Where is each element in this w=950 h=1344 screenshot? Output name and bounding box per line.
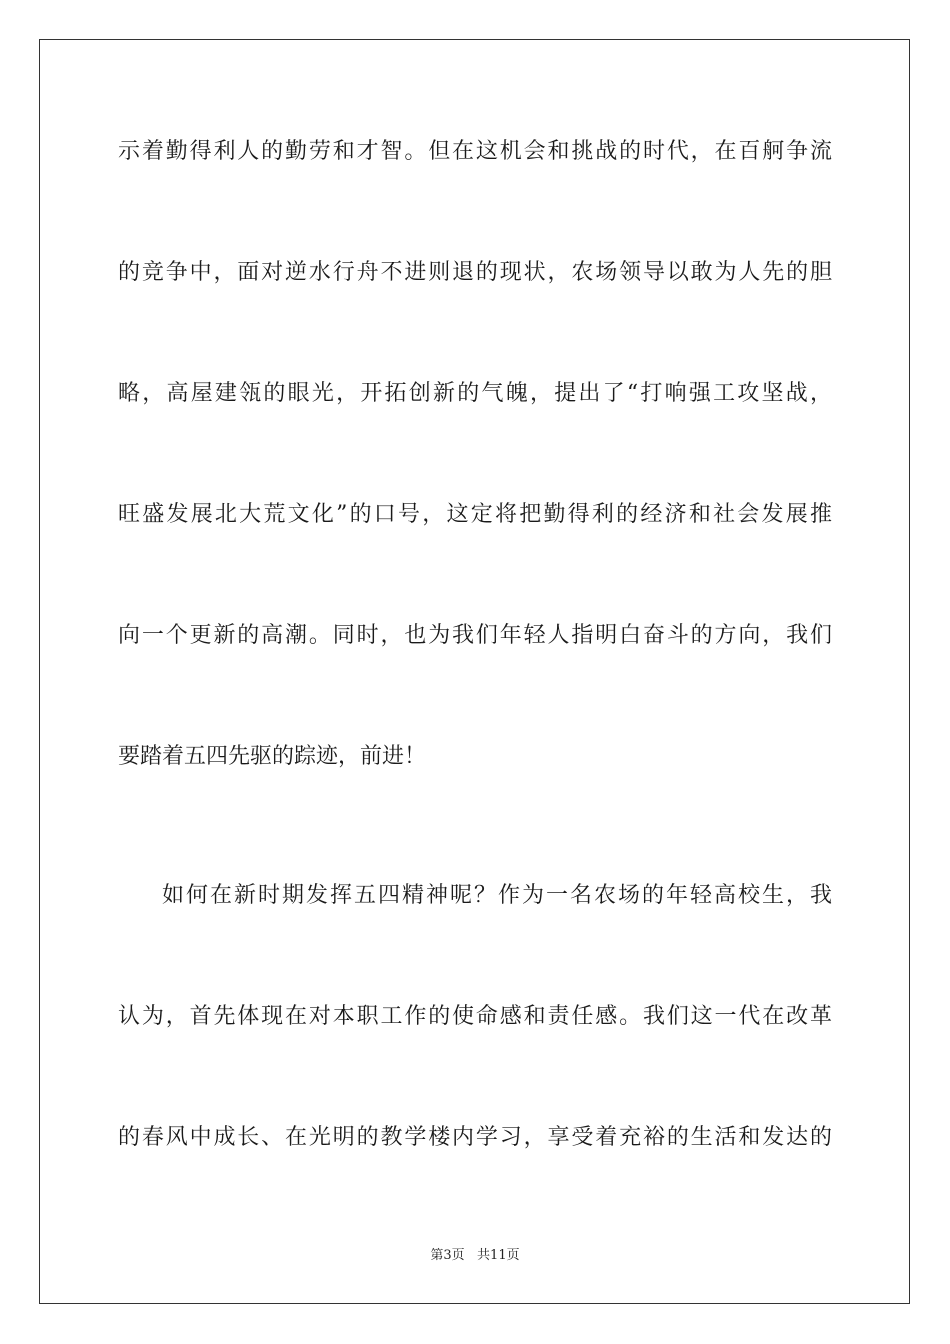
text-line: 略，高屋建瓴的眼光，开拓创新的气魄，提出了“打响强工攻坚战， <box>118 381 832 406</box>
text-line: 向一个更新的高潮。同时，也为我们年轻人指明白奋斗的方向，我们 <box>118 623 832 648</box>
text-line: 要踏着五四先驱的踪迹，前进！ <box>118 744 427 769</box>
text-line: 旺盛发展北大荒文化”的口号，这定将把勤得利的经济和社会发展推 <box>118 502 832 527</box>
text-line: 认为，首先体现在对本职工作的使命感和责任感。我们这一代在改革 <box>118 1004 832 1029</box>
text-line: 示着勤得利人的勤劳和才智。但在这机会和挑战的时代，在百舸争流 <box>118 139 832 164</box>
page-frame <box>39 39 910 1304</box>
page-number-footer: 第3页 共11页 <box>430 1248 520 1263</box>
text-line: 的竞争中，面对逆水行舟不进则退的现状，农场领导以敢为人先的胆 <box>118 260 832 285</box>
paragraph-first-line: 如何在新时期发挥五四精神呢？作为一名农场的年轻高校生，我 <box>162 883 832 908</box>
text-line: 的春风中成长、在光明的教学楼内学习，享受着充裕的生活和发达的 <box>118 1125 832 1150</box>
